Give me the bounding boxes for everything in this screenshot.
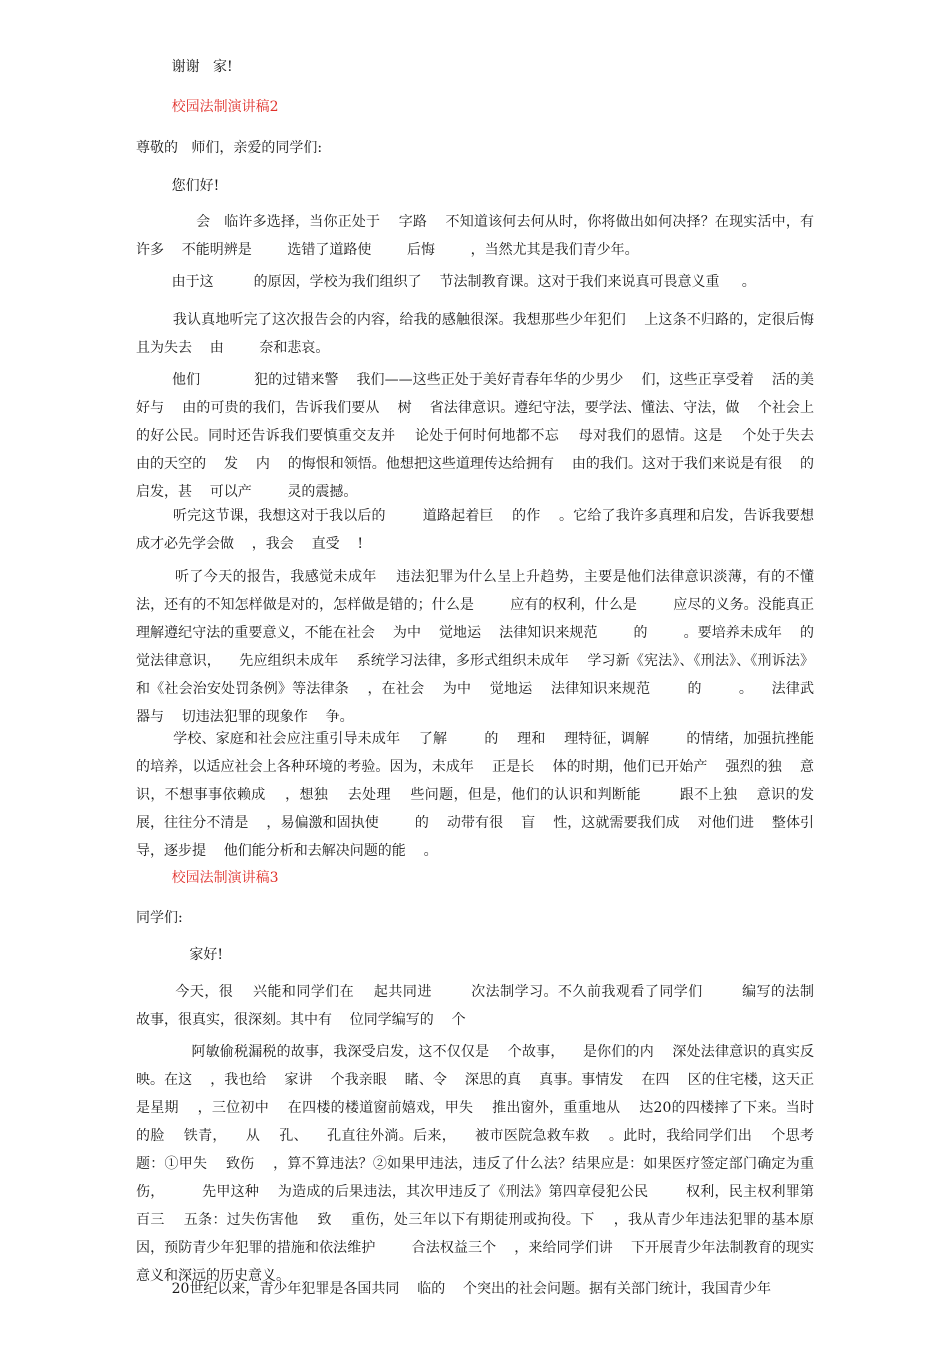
paragraph: 会 临许多选择，当你正处于 字路 不知道该何去何从时，你将做出如何决择？在现实活中，有许多 不能明辨是 选错了道路使 后悔 ，当然尤其是我们青少年。: [136, 214, 815, 258]
salutation: 尊敬的 师们，亲爱的同学们:: [136, 140, 323, 156]
paragraph: 我认真地听完了这次报告会的内容，给我的感触很深。我想那些少年犯们 上这条不归路的，定很后悔 且为失去 由 奈和悲哀。: [136, 312, 832, 356]
paragraph: 听了今天的报告，我感觉未成年 违法犯罪为什么呈上升趋势，主要是他们法律意识淡薄，有的不懂法，还有的不知怎样做是对的，怎样做是错的；什么是 应有的权利，什么是 应尽的义务。没能真正理解遵纪守法的重要意义，不能在社会 为中 觉地运 法律知识来规范 的 。要培养未成年 的 觉法律意识， 先应组织未成年 系统学习法律，多形式组织未成年 学习新《宪法》、《刑法》、《刑诉法》和《社会治安处罚条例》等法律条 ，在社会 为中 觉地运 法律知识来规范 的 。 法律武器与 切违法犯罪的现象作 争。: [136, 569, 832, 725]
paragraph: 学校、家庭和社会应注重引导未成年 了解 的 理和 理特征，调解 的情绪，加强抗挫能 的培养，以适应社会上各种环境的考验。因为，未成年 正是长 体的时期，他们已开始产 强烈的独 意识，不想事事依赖成 ，想独 去处理 些问题，但是，他们的认识和判断能 跟不上独 意识的发展，往往分不清是 ，易偏激和固执使 的 动带有很 盲 性，这就需要我们成 对他们进 整体引导，逐步提 他们能分析和去解决问题的能 。: [136, 731, 832, 859]
greeting: 您们好!: [136, 178, 220, 194]
greeting: 家好!: [136, 947, 224, 963]
section-heading-2: 校园法制演讲稿2: [136, 99, 279, 115]
salutation: 同学们:: [136, 910, 183, 926]
paragraph: 由于这 的原因，学校为我们组织了 节法制教育课。这对于我们来说真可畏意义重 。: [136, 274, 756, 290]
paragraph: 20世纪以来，青少年犯罪是各国共同 临的 个突出的社会问题。据有关部门统计，我国青少年: [136, 1281, 772, 1297]
closing-thanks: 谢谢 家!: [136, 59, 233, 75]
paragraph: 听完这节课，我想这对于我以后的 道路起着巨 的作 。它给了我许多真理和启发，告诉我要想成才必先学会做 ，我会 直受 !: [136, 508, 814, 552]
paragraph: 阿敏偷税漏税的故事，我深受启发，这不仅仅是 个故事， 是你们的内 深处法律意识的真实反映。在这 ，我也给 家讲 个我亲眼 睹、令 深思的真 真事。事情发 在四 区的住宅楼，这天正是星期 ，三位初中 在四楼的楼道窗前嬉戏，甲失 推出窗外，重重地从 达20的四楼摔了下来。当时 的脸 铁青， 从 孔、 孔直往外淌。后来， 被市医院急救车救 。此时，我给同学们出 个思考题：①甲失 致伤 ，算不算违法？②如果甲违法，违反了什么法？结果应是：如果医疗签定部门确定为重伤， 先甲这种 为造成的后果违法，其次甲违反了《刑法》第四章侵犯公民 权利，民主权利罪第 百三 五条：过失伤害他 致 重伤，处三年以下有期徒刑或拘役。下 ，我从青少年违法犯罪的基本原因，预防青少年犯罪的措施和依法维护 合法权益三个 ，来给同学们讲 下开展青少年法制教育的现实意义和深远的历史意义。: [136, 1044, 832, 1284]
paragraph: 今天，很 兴能和同学们在 起共同进 次法制学习。不久前我观看了同学们 编写的法制 故事，很真实，很深刻。其中有 位同学编写的 个: [136, 984, 832, 1028]
paragraph: 他们 犯的过错来警 我们——这些正处于美好青春年华的少男少 们，这些正享受着 活的美好与 由的可贵的我们，告诉我们要从 树 省法律意识。遵纪守法，要学法、懂法、守法，做 个社会上的好公民。同时还告诉我们要慎重交友并 论处于何时何地都不忘 母对我们的恩情。这是 个处于失去 由的天空的 发 内 的悔恨和领悟。他想把这些道理传达给拥有 由的我们。这对于我们来说是有很 的启发，甚 可以产 灵的震撼。: [136, 372, 832, 500]
section-heading-3: 校园法制演讲稿3: [136, 870, 279, 886]
